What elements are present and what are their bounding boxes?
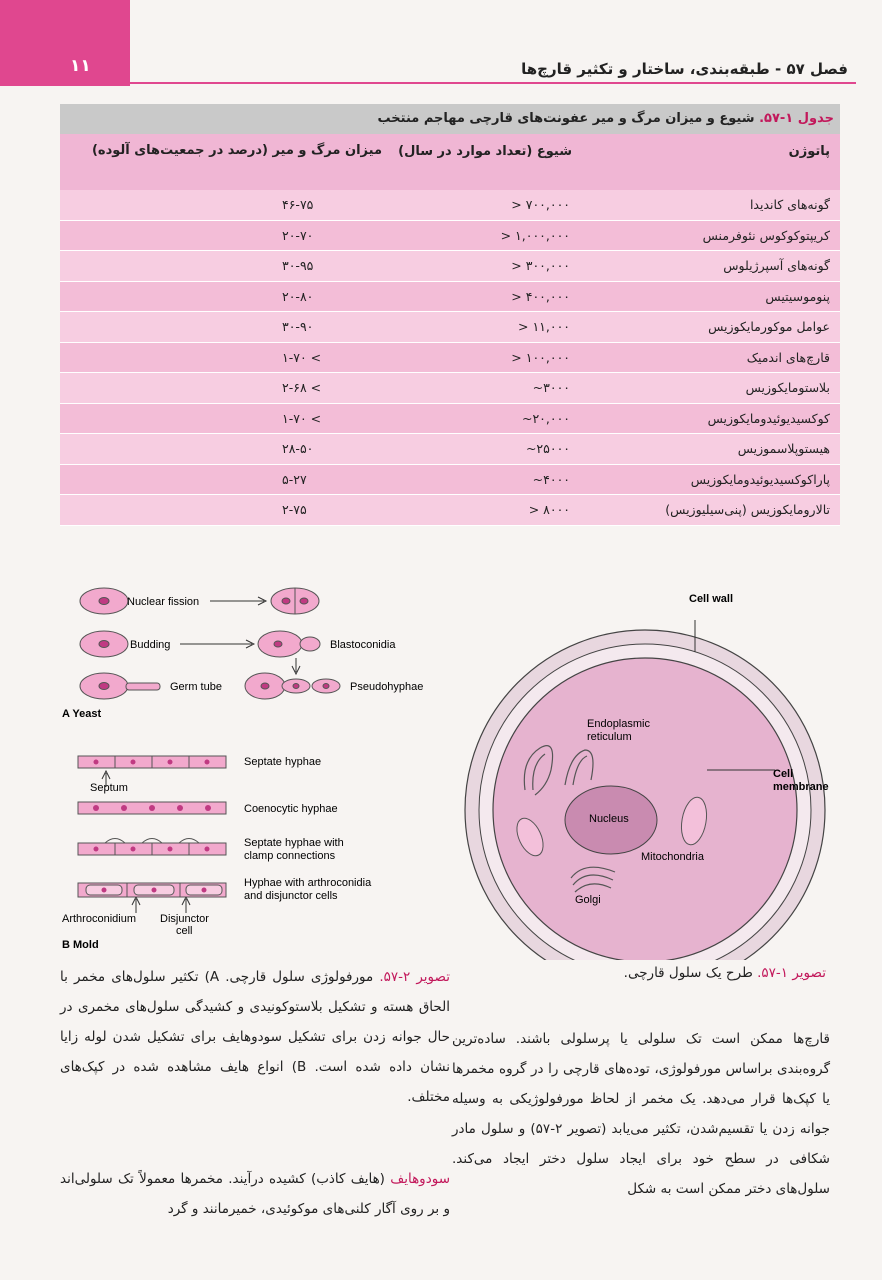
body-paragraph-left [60, 1164, 450, 1224]
table-row [60, 404, 840, 435]
mortality-cell: ۱-۷۰ < [282, 349, 322, 365]
table-row [60, 343, 840, 374]
table-row [60, 373, 840, 404]
header-incidence: شیوع (تعداد موارد در سال) [398, 144, 572, 159]
label-clamp-1: Septate hyphae with [244, 837, 344, 849]
label-er-2: reticulum [587, 731, 632, 743]
mortality-cell: ۳۰-۹۵ [282, 258, 314, 273]
figure-1-caption [466, 958, 826, 988]
mortality-table [60, 104, 840, 526]
incidence-cell: ۴۰۰,۰۰۰ < [511, 288, 570, 304]
label-coenocytic: Coenocytic hyphae [244, 803, 338, 815]
label-golgi: Golgi [575, 894, 601, 906]
pathogen-cell: قارچ‌های اندمیک [746, 349, 830, 365]
label-budding: Budding [130, 639, 171, 651]
table-row [60, 434, 840, 465]
page-header [0, 52, 882, 86]
incidence-cell: ۲۰,۰۰۰~ [521, 410, 570, 426]
figure-1-number: تصویر ۱-۵۷. [757, 965, 826, 981]
label-blastoconidia: Blastoconidia [330, 639, 396, 651]
table-row [60, 312, 840, 343]
body-left-text: (هایف کاذب) کشیده درآیند. مخمرها معمولاً تک سلولی‌اند و بر روی آگار کلنی‌های موکوئیدی، خمیرمانند و گرد [60, 1171, 450, 1217]
pathogen-cell: کریپتوکوکوس نئوفرمنس [702, 227, 830, 243]
chapter-title: فصل ۵۷ - طبقه‌بندی، ساختار و تکثیر قارچ‌ها [521, 60, 848, 78]
table-body [60, 190, 840, 526]
body-paragraph-right: قارچ‌ها ممکن است تک سلولی یا پرسلولی باشند. ساده‌ترین گروه‌بندی براساس مورفولوژی، توده‌های قارچی را در گروه مخمرها یا کپک‌ها قرار می‌دهد. یک مخمر از لحاظ مورفولوژیکی به وسیله جوانه زدن یا تقسیم‌شدن، تکثیر می‌یابد (تصویر ۲-۵۷) و سلول مادر شکافی در سطح خود برای ایجاد سلول دختر ایجاد می‌کند. سلول‌های دختر ممکن است به شکل [452, 1031, 830, 1197]
incidence-cell: ۱۱,۰۰۰ < [518, 319, 570, 334]
label-mold: B Mold [62, 939, 99, 950]
pathogen-cell: تالارومایکوزیس (پنی‌سیلیوزیس) [665, 502, 830, 517]
incidence-cell: ۱,۰۰۰,۰۰۰ < [500, 227, 570, 243]
table-row [60, 282, 840, 313]
figure-1-text: طرح یک سلول قارچی. [623, 965, 758, 981]
pathogen-cell: هیستوپلاسموزیس [737, 441, 830, 456]
mortality-cell: ۴۶-۷۵ [282, 197, 314, 212]
label-septate: Septate hyphae [244, 756, 322, 768]
label-septum: Septum [90, 782, 128, 794]
mortality-cell: ۲۰-۸۰ [282, 288, 314, 304]
fungal-cell-figure [455, 580, 875, 960]
incidence-cell: ۸۰۰۰ < [528, 502, 570, 517]
label-mitochondria: Mitochondria [641, 851, 704, 863]
pathogen-cell: عوامل موکورمایکوزیس [708, 319, 830, 334]
incidence-cell: ۳۰۰۰~ [532, 380, 570, 395]
mortality-cell: ۳۰-۹۰ [282, 319, 314, 334]
table-header [60, 134, 840, 190]
label-disjunctor-1: Disjunctor [160, 913, 209, 925]
header-pathogen: پاتوژن [788, 144, 830, 159]
table-caption-text: شیوع و میزان مرگ و میر عفونت‌های قارچی مهاجم منتخب [377, 111, 755, 126]
figure-2-text: مورفولوژی سلول قارچی. A) تکثیر سلول‌های مخمر با الحاق هسته و تشکیل بلاستوکونیدی و کشیدگی سلول‌های مخمری در حال جوانه زدن برای تشکیل سودوهایف برای تشکیل شدن لوله زایا نشان داده شده است. B) انواع هایف مشاهده شده در کپک‌های مختلف. [60, 969, 450, 1105]
label-arthro-1: Hyphae with arthroconidia [244, 877, 372, 889]
label-arthroconidium: Arthroconidium [62, 913, 136, 925]
label-cell-membrane-2: membrane [773, 781, 829, 793]
label-disjunctor-2: cell [176, 925, 193, 937]
table-row [60, 495, 840, 526]
incidence-cell: ۲۵۰۰۰~ [525, 441, 570, 456]
table-row [60, 465, 840, 496]
label-yeast: A Yeast [62, 708, 102, 720]
label-nuclear-fission: Nuclear fission [127, 596, 200, 608]
mortality-cell: ۵-۲۷ [282, 471, 307, 487]
table-row [60, 221, 840, 252]
label-cell-membrane-1: Cell [773, 768, 794, 780]
table-row [60, 251, 840, 282]
figure-2-caption [60, 962, 450, 1112]
table-caption-number: جدول ۱-۵۷. [759, 111, 834, 126]
label-er-1: Endoplasmic [587, 718, 650, 730]
label-clamp-2: clamp connections [244, 850, 336, 862]
mortality-cell: ۲-۶۸ < [282, 380, 322, 395]
pathogen-cell: کوکسیدیوئیدومایکوزیس [707, 410, 830, 426]
pathogen-cell: گونه‌های کاندیدا [749, 197, 830, 212]
morphology-figure [60, 580, 460, 950]
label-germ-tube: Germ tube [170, 681, 222, 693]
table-row [60, 190, 840, 221]
pathogen-cell: پنوموسیتیس [765, 288, 830, 304]
label-pseudohyphae: Pseudohyphae [350, 681, 424, 693]
mortality-cell: ۲۸-۵۰ [282, 441, 314, 456]
page-number: ۱۱ [70, 56, 91, 76]
incidence-cell: ۳۰۰,۰۰۰ < [511, 258, 570, 273]
pathogen-cell: گونه‌های آسپرژیلوس [723, 258, 830, 273]
header-mortality: میزان مرگ و میر (درصد در جمعیت‌های آلوده) [91, 143, 382, 158]
pathogen-cell: بلاستومایکوزیس [745, 380, 830, 395]
label-nucleus: Nucleus [589, 813, 629, 825]
figure-2-number: تصویر ۲-۵۷. [379, 969, 450, 985]
incidence-cell: ۱۰۰,۰۰۰ < [511, 349, 570, 365]
mortality-cell: ۱-۷۰ < [282, 410, 322, 426]
term-pseudohyphae: سودوهایف [390, 1171, 450, 1187]
header-rule [130, 82, 856, 84]
mortality-cell: ۲-۷۵ [282, 502, 307, 517]
pathogen-cell: پاراکوکسیدیوئیدومایکوزیس [690, 471, 830, 487]
mortality-cell: ۲۰-۷۰ [282, 227, 314, 243]
incidence-cell: ۴۰۰۰~ [532, 471, 570, 487]
table-caption [60, 104, 840, 134]
label-cell-wall: Cell wall [689, 593, 734, 605]
label-arthro-2: and disjunctor cells [244, 890, 338, 902]
incidence-cell: ۷۰۰,۰۰۰ < [511, 197, 570, 212]
